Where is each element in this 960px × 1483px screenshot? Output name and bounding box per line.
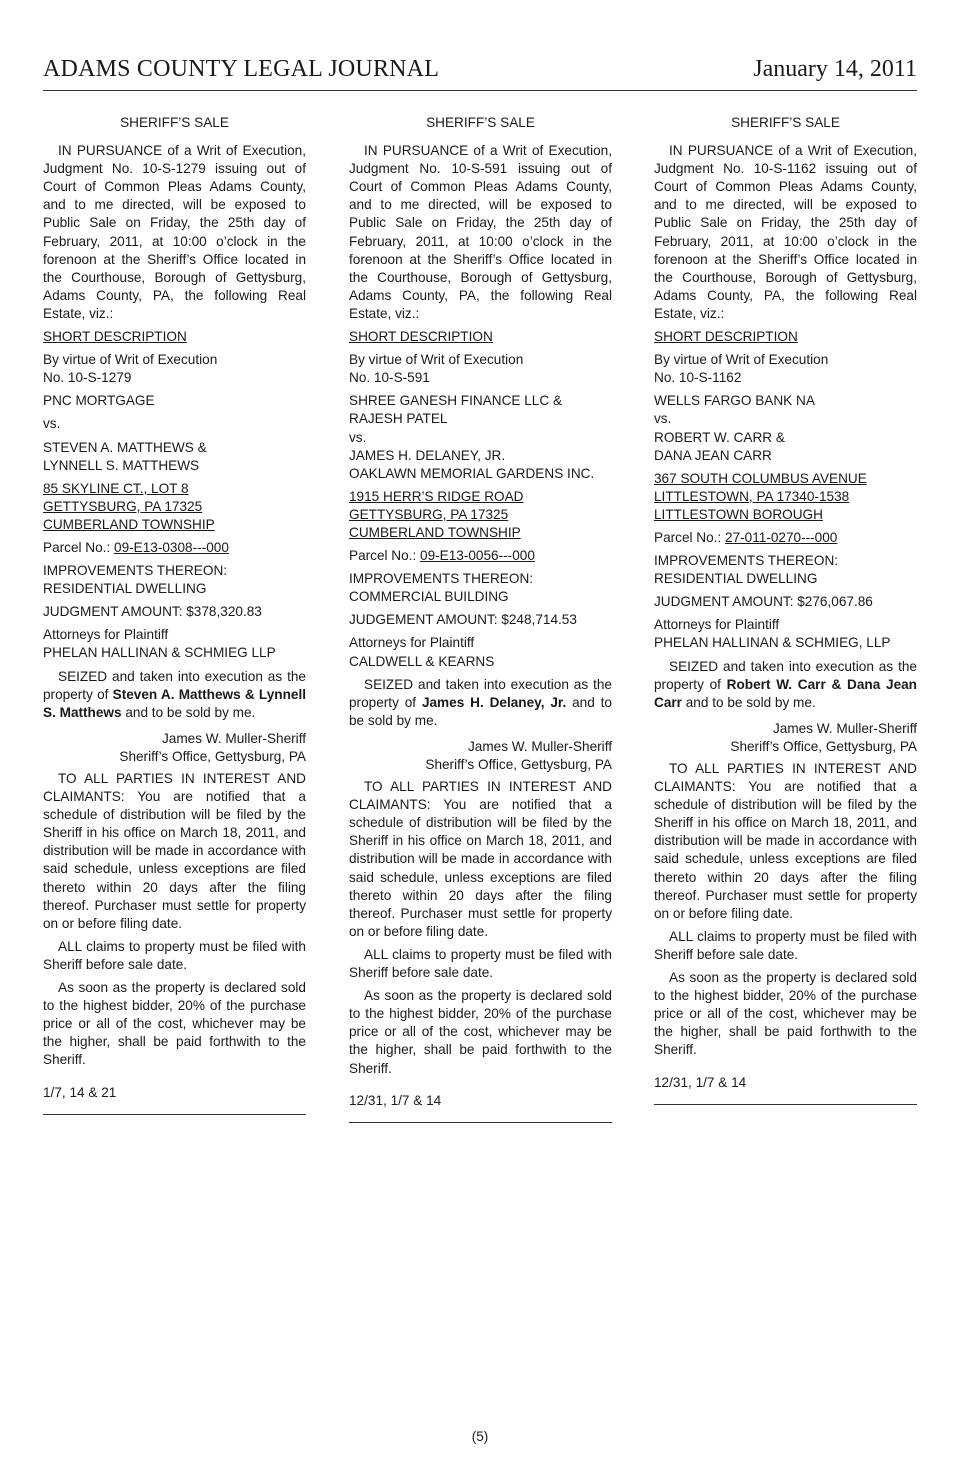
- pursuance-paragraph: IN PURSUANCE of a Writ of Execution, Judgment No. 10-S-1279 issuing out of Court of Common Pleas Adams County, and to me directed, will be exposed to Public Sale on Friday, the 25th day of February, 2011, at 10:00 o’clock in the forenoon at the Sheriff’s Office located in the Courthouse, Borough of Gettysburg, Adams County, PA, the following Real Estate, viz.:: [43, 143, 306, 321]
- defendant-line: LYNNELL S. MATTHEWS: [43, 457, 200, 473]
- judgment-amount: JUDGMENT AMOUNT: $276,067.86: [654, 594, 873, 610]
- payment-notice: As soon as the property is declared sold to the highest bidder, 20% of the purchase price or all of the cost, whichever may be the higher, shall be paid forthwith to the Sheriff.: [349, 988, 612, 1076]
- pursuance-paragraph: IN PURSUANCE of a Writ of Execution, Judgment No. 10-S-591 issuing out of Court of Common Pleas Adams County, and to me directed, will be exposed to Public Sale on Friday, the 25th day of February, 2011, at 10:00 o’clock in the forenoon at the Sheriff’s Office located in the Courthouse, Borough of Gettysburg, Adams County, PA, the following Real Estate, viz.:: [349, 143, 612, 321]
- attorneys-label: Attorneys for Plaintiff: [349, 635, 475, 651]
- claims-notice: ALL claims to property must be filed with Sheriff before sale date.: [349, 946, 612, 981]
- short-description-heading: SHORT DESCRIPTION: [654, 329, 798, 345]
- defendant-line: OAKLAWN MEMORIAL GARDENS INC.: [349, 465, 595, 481]
- end-rule: [349, 1122, 612, 1123]
- sheriff-office: Sheriff’s Office, Gettysburg, PA: [119, 748, 306, 764]
- publication-dates: 1/7, 14 & 21: [43, 1084, 117, 1100]
- address-line: GETTYSBURG, PA 17325: [349, 506, 509, 522]
- issue-date: January 14, 2011: [753, 56, 917, 82]
- sheriff-signature: [654, 720, 917, 756]
- sheriff-sale-notice-1: [43, 114, 306, 1115]
- notice-title: SHERIFF’S SALE: [731, 115, 840, 130]
- distribution-notice: TO ALL PARTIES IN INTEREST AND CLAIMANTS: You are notified that a schedule of distribution will be filed by the Sheriff in his office on March 18, 2011, and distribution will be made in accordance with said schedule, unless exceptions are filed thereto within 20 days after the filing thereof. Purchaser must settle for property on or before filing date.: [43, 771, 306, 931]
- publication-dates: 12/31, 1/7 & 14: [654, 1074, 747, 1090]
- sheriff-signature: [349, 738, 612, 774]
- address-line: CUMBERLAND TOWNSHIP: [43, 516, 215, 532]
- attorneys-name: PHELAN HALLINAN & SCHMIEG, LLP: [654, 635, 891, 651]
- seized-paragraph: [43, 668, 306, 722]
- writ-number: No. 10-S-591: [349, 370, 430, 386]
- improvements-value: RESIDENTIAL DWELLING: [654, 571, 818, 587]
- seized-text: SEIZED and taken into execution as the property of: [349, 676, 612, 710]
- claims-notice: ALL claims to property must be filed with Sheriff before sale date.: [43, 938, 306, 972]
- parcel-number: 09-E13-0056---000: [420, 548, 535, 564]
- plaintiff-line: RAJESH PATEL: [349, 411, 448, 427]
- defendant-line: DANA JEAN CARR: [654, 447, 772, 463]
- seized-text: SEIZED and taken into execution as the property of: [43, 668, 306, 702]
- sheriff-name: James W. Muller-Sheriff: [467, 738, 612, 754]
- payment-notice: As soon as the property is declared sold to the highest bidder, 20% of the purchase price or all of the cost, whichever may be the higher, shall be paid forthwith to the Sheriff.: [654, 970, 917, 1058]
- improvements-label: IMPROVEMENTS THEREON:: [43, 563, 228, 579]
- parties: [654, 392, 917, 464]
- parcel-label: Parcel No.:: [349, 548, 421, 564]
- parcel-line: [654, 529, 917, 547]
- attorneys: [349, 634, 612, 670]
- parcel-line: [43, 539, 306, 557]
- address-line: 85 SKYLINE CT., LOT 8: [43, 480, 189, 496]
- defendants: [43, 439, 306, 475]
- address-line: 1915 HERR’S RIDGE ROAD: [349, 488, 524, 504]
- writ-number: No. 10-S-1279: [43, 370, 132, 386]
- writ-line: By virtue of Writ of Execution: [349, 352, 524, 368]
- seized-text: and to be sold by me.: [121, 704, 256, 720]
- versus: vs.: [349, 429, 367, 445]
- writ-block: [349, 351, 612, 387]
- seized-text: SEIZED and taken into execution as the property of: [654, 658, 917, 692]
- owner-name: Steven A. Matthews & Lynnell S. Matthews: [43, 686, 306, 720]
- short-description-heading: SHORT DESCRIPTION: [349, 329, 493, 345]
- improvements-value: RESIDENTIAL DWELLING: [43, 581, 207, 597]
- parcel-number: 09-E13-0308---000: [114, 539, 229, 555]
- writ-block: [43, 351, 306, 387]
- parcel-label: Parcel No.:: [43, 539, 115, 555]
- seized-text: and to be sold by me.: [349, 694, 612, 728]
- plaintiff: WELLS FARGO BANK NA: [654, 393, 815, 409]
- plaintiff: PNC MORTGAGE: [43, 393, 155, 409]
- address-line: CUMBERLAND TOWNSHIP: [349, 524, 521, 540]
- judgment-amount: JUDGEMENT AMOUNT: $248,714.53: [349, 612, 577, 628]
- sheriff-sale-notice-3: [654, 114, 917, 1105]
- address-line: LITTLESTOWN BOROUGH: [654, 506, 823, 522]
- writ-number: No. 10-S-1162: [654, 370, 742, 386]
- parcel-number: 27-011-0270---000: [725, 529, 838, 545]
- defendant-line: JAMES H. DELANEY, JR.: [349, 447, 506, 463]
- property-address: [349, 488, 612, 542]
- seized-text: and to be sold by me.: [681, 694, 816, 710]
- attorneys-name: PHELAN HALLINAN & SCHMIEG LLP: [43, 645, 276, 661]
- short-description-heading: SHORT DESCRIPTION: [43, 329, 187, 345]
- page-header: [43, 56, 917, 91]
- publication-dates: 12/31, 1/7 & 14: [349, 1092, 442, 1108]
- owner-name: Robert W. Carr & Dana Jean Carr: [654, 676, 917, 710]
- judgment-amount: JUDGMENT AMOUNT: $378,320.83: [43, 604, 262, 620]
- owner-name: James H. Delaney, Jr.: [421, 694, 567, 710]
- pursuance-paragraph: IN PURSUANCE of a Writ of Execution, Judgment No. 10-S-1162 issuing out of Court of Common Pleas Adams County, and to me directed, will be exposed to Public Sale on Friday, the 25th day of February, 2011, at 10:00 o’clock in the forenoon at the Sheriff’s Office located in the Courthouse, Borough of Gettysburg, Adams County, PA, the following Real Estate, viz.:: [654, 143, 917, 321]
- improvements: [654, 552, 917, 588]
- parcel-line: [349, 547, 612, 565]
- page-number: (5): [471, 1429, 489, 1444]
- journal-title: ADAMS COUNTY LEGAL JOURNAL: [43, 56, 440, 82]
- defendant-line: STEVEN A. MATTHEWS &: [43, 439, 207, 455]
- writ-block: [654, 351, 917, 387]
- notice-title: SHERIFF’S SALE: [426, 115, 535, 130]
- payment-notice: As soon as the property is declared sold to the highest bidder, 20% of the purchase price or all of the cost, whichever may be the higher, shall be paid forthwith to the Sheriff.: [43, 980, 306, 1068]
- attorneys: [43, 626, 306, 662]
- parties: [349, 392, 612, 482]
- address-line: LITTLESTOWN, PA 17340-1538: [654, 488, 850, 504]
- end-rule: [43, 1114, 306, 1115]
- writ-line: By virtue of Writ of Execution: [654, 352, 829, 368]
- improvements-label: IMPROVEMENTS THEREON:: [654, 553, 839, 569]
- versus: vs.: [43, 416, 61, 432]
- attorneys-label: Attorneys for Plaintiff: [654, 617, 780, 633]
- claims-notice: ALL claims to property must be filed with Sheriff before sale date.: [654, 928, 917, 962]
- sheriff-office: Sheriff’s Office, Gettysburg, PA: [730, 738, 917, 754]
- attorneys-label: Attorneys for Plaintiff: [43, 627, 169, 643]
- sheriff-name: James W. Muller-Sheriff: [161, 730, 306, 746]
- parcel-label: Parcel No.:: [654, 529, 726, 545]
- plaintiff-line: SHREE GANESH FINANCE LLC &: [349, 393, 563, 409]
- address-line: GETTYSBURG, PA 17325: [43, 498, 203, 514]
- versus: vs.: [654, 411, 672, 427]
- improvements: [43, 562, 306, 598]
- notice-title: SHERIFF’S SALE: [120, 115, 229, 130]
- improvements-value: COMMERCIAL BUILDING: [349, 589, 509, 605]
- seized-paragraph: [349, 676, 612, 730]
- end-rule: [654, 1104, 917, 1105]
- defendant-line: ROBERT W. CARR &: [654, 429, 785, 445]
- attorneys-name: CALDWELL & KEARNS: [349, 653, 495, 669]
- property-address: [43, 480, 306, 534]
- sheriff-name: James W. Muller-Sheriff: [772, 720, 917, 736]
- sheriff-signature: [43, 730, 306, 766]
- property-address: [654, 470, 917, 524]
- attorneys: [654, 616, 917, 652]
- improvements: [349, 570, 612, 606]
- writ-line: By virtue of Writ of Execution: [43, 352, 218, 368]
- improvements-label: IMPROVEMENTS THEREON:: [349, 571, 534, 587]
- seized-paragraph: [654, 658, 917, 712]
- distribution-notice: TO ALL PARTIES IN INTEREST AND CLAIMANTS: You are notified that a schedule of distribution will be filed by the Sheriff in his office on March 18, 2011, and distribution will be made in accordance with said schedule, unless exceptions are filed thereto within 20 days after the filing thereof. Purchaser must settle for property on or before filing date.: [654, 761, 917, 921]
- sheriff-office: Sheriff’s Office, Gettysburg, PA: [425, 757, 612, 772]
- sheriff-sale-notice-2: [349, 114, 612, 1123]
- address-line: 367 SOUTH COLUMBUS AVENUE: [654, 470, 867, 486]
- distribution-notice: TO ALL PARTIES IN INTEREST AND CLAIMANTS: You are notified that a schedule of distribution will be filed by the Sheriff in his office on March 18, 2011, and distribution will be made in accordance with said schedule, unless exceptions are filed thereto within 20 days after the filing thereof. Purchaser must settle for property on or before filing date.: [349, 779, 612, 939]
